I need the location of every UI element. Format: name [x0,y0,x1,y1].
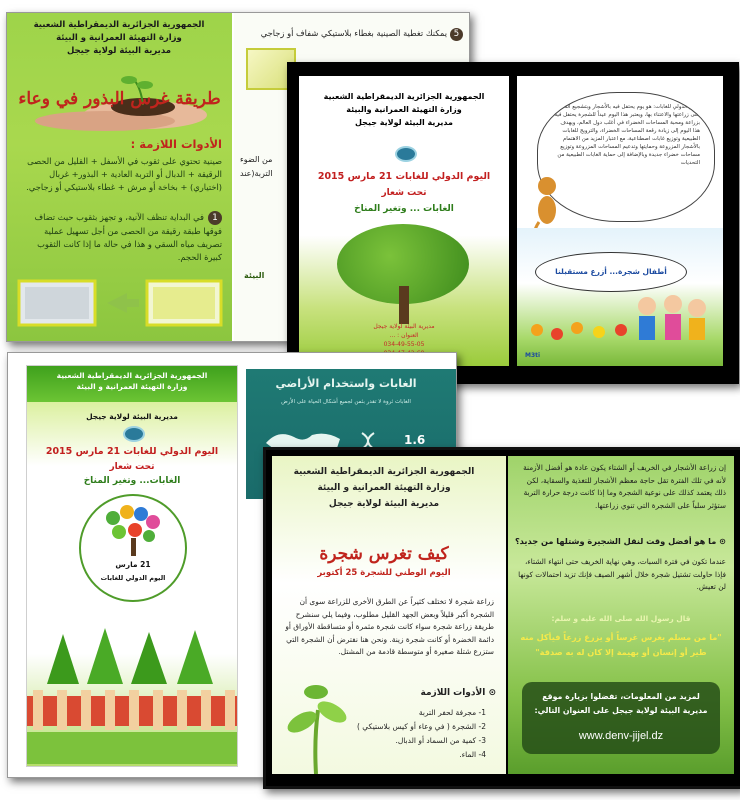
forest-fence-illustration [27,614,237,764]
hearts-tree-emblem [79,494,187,602]
trays-illustration [15,275,225,333]
tools-text: صينية تحتوي على ثقوب في الأسفل + القليل من الحصى الرقيقة + الدبال أو التربة العادية + البذور+ غربال (اختياري) + بخاخة أو مرش + غطاء بلاستيكي أو زجاجي. [26,156,222,192]
ministry-logo-icon [395,146,417,162]
brochure-title: طريقة غرس البذور في وعاء [18,89,221,109]
circle-label: اليوم الدولي للغابات [100,574,166,582]
header-line: الجمهورية الجزائرية الديمقراطية الشعبية [323,92,485,101]
kids-speech-bubble: أطفال شجرة... أزرع مستقبلنا [535,252,687,292]
event-line: اليوم الدولي للغابات 21 مارس 2015 [317,171,491,182]
list-item: 2- الشجرة ( في وعاء أو كيس بلاستيكي ) [357,722,486,731]
list-item: 4- الماء. [459,750,486,759]
more-info-text: لمزيد من المعلومات، تفضلوا بزيارة موقع مديرية البيئة لولاية جيجل على العنوان التالي: [534,692,708,715]
bullet-icon: ⊙ [485,688,496,698]
tools-heading [421,688,496,698]
list-item: 1- مجرفة لحفر التربة [418,708,486,717]
event-line: اليوم الدولي للغابات 21 مارس 2015 [45,446,219,457]
answer: عندما تكون في فترة السبات، وهي نهاية الخريف حتى انتهاء الشتاء، فإذا حاولت تشتيل شجرة خلال أشهر الصيف فإنك تزيد احتمالات كونها لن تعيش. [518,557,726,591]
website-link[interactable]: www.denv-jijel.dz [578,730,664,742]
question-text: ما هو أفضل وقت لنقل الشجيرة وشتلها من جديد؟ [514,536,717,546]
tools-heading: الأدوات اللازمة : [130,137,222,151]
contact-line: 034-49-55-05 [383,341,425,348]
kids-scene [517,228,723,366]
tree-guide-right-panel [508,456,734,774]
header-line: مديرية البيئة لولاية جيجل [355,118,453,127]
header-line: وزارة التهيئة العمرانية و البيئة [56,33,182,43]
tools-list [346,706,486,762]
text-fragment: البيئة [244,271,265,280]
bubble-text: اليوم الدولي للغابات: هو يوم يحتفل فيه بالأشجار وبتشجيع الناس على زراعتها والاعتناء بها، ويعتبر هذا اليوم عيداً للشجرة يحتفل فيه بزراعة ومحبة المساحات الخضراء في أغلب دول العالم، ويهدف هذا اليوم إلى زيادة رقعة المساحات الخضراء، والترويج للغابات الطبيعية وتوزيع غابات اصطناعية، مع اعتبار المزيد من الاهتمام بالأشجار المزروعة وحمايتها وتدعيم المساحات المزروعة وتوزيع مساحات خضراء جديدة وبالإضافة إلى حماية الغابات الطبيعية من التحديات [554,104,700,166]
tree-trunk [399,286,409,324]
header-line: الجمهورية الجزائرية الديمقراطية الشعبية [33,20,205,30]
circle-date: 21 مارس [115,560,151,569]
right-paragraph: إن زراعة الأشجار في الخريف أو الشتاء يكون عادة هو أفضل الأزمنة لأنه في تلك الفترة تقل حاجة معظم الأشجار للتغذية والسقاية، لكن ذلك يعتمد كذلك على نوعية الشجرة وما إذا كانت درجة حرارة التربة ستؤثر سلباً على الشجرة التي تنوي زراعتها. [523,463,726,510]
website-box [522,682,720,754]
forests-cover-panel [299,76,509,366]
ministry-logo-icon [123,426,145,442]
theme-label: تحت شعار [109,462,155,472]
infographic-title: الغابات واستخدام الأراضي [275,377,417,390]
text-fragment: التربة(عند [240,169,273,178]
question [514,536,726,546]
brochure-forests-day [287,62,739,384]
header-line: مديرية البيئة لولاية جيجل [328,499,440,509]
header-line: مديرية البيئة لولاية جيجل [66,46,172,56]
poster-panel [26,365,238,767]
hadith-text: "ما من مسلم يغرس غرساً أو يزرع زرعاً فيأكل منه طير أو إنسان أو بهيمة إلا كان له به صدقة" [520,632,722,657]
header-line: الجمهورية الجزائرية الديمقراطية الشعبية [56,371,208,380]
text-fragment: من الضوء [240,155,273,164]
publisher-logo: M3ti [525,352,541,359]
contact-line: العنوان : ... [389,332,419,339]
brochure-subtitle: اليوم الوطني للشجرة 25 أكتوبر [317,568,451,578]
intro-text: زراعة شجرة لا تختلف كثيراً عن الطرق الأخرى للزراعة سوى أن الشجرة أكبر قليلاً وبعض الجهد القليل مطلوب، وفيما يلي سنشرح طريقة زراعة شجرة سواء كانت شجرة مثمرة أو متساقطة الأوراق أو دائمة الخضرة أو كانت شجرة زينة. ونحن هنا نفترض أن الشجرة التي ستزرع شتلة صغيرة أو متوسطة قادمة من المشتل. [285,597,494,656]
theme: الغابات... وتغير المناخ [83,476,181,486]
kids-illustration [633,290,713,356]
seedling-illustration [280,670,352,774]
flowers-illustration [527,320,637,360]
list-item: 3- كمية من السماد أو الدبال. [395,736,486,745]
tools-heading-text: الأدوات اللازمة [420,688,486,698]
header-line: وزارة التهيئة العمرانية و البيئة [317,483,451,493]
bullet-icon: ⊙ [716,536,726,546]
step-number: 5 [450,28,463,41]
infographic-subtitle: الغابات ثروة لا تقدر بثمن لجميع أشكال الحياة على الأرض [281,399,411,405]
header-line: الجمهورية الجزائرية الديمقراطية الشعبية [293,467,475,477]
tree-guide-left-panel [272,456,506,774]
theme: الغابات ... وتغير المناخ [354,204,454,214]
step-text: يمكنك تغطية الصينية بغطاء بلاستيكي شفاف أو زجاجي [260,28,447,38]
step-text: في البداية تنظف الآنية، و تجهز بثقوب حيث تضاف فوقها طبقة رقيقة من الحصى من أجل تسهيل عملية تصريف مياه السقي و هذا في حالة ما إذا كانت الثقوب كبيرة الحجم. [34,212,222,262]
arrow-left-icon [107,293,139,313]
header-line: وزارة التهيئة العمرانية و البيئة [76,382,188,391]
step-5 [238,27,463,41]
stat-value: 1.6 [404,433,426,447]
theme-label: تحت شعار [381,188,427,198]
step-1 [17,211,222,264]
directorate: مديرية البيئة لولاية جيجل [86,412,178,421]
hadith-intro: قال رسول الله صلى الله عليه و سلم: [551,614,691,623]
step-number: 1 [208,211,222,225]
contact-line: مديرية البيئة لولاية جيجل [373,323,435,330]
brochure-title: كيف تغرس شجرة [319,544,449,564]
forests-inside-panel [517,76,723,366]
brochure-how-to-plant-tree [263,447,740,789]
header-line: وزارة التهيئة العمرانية والبيئة [346,105,462,114]
hearts-tree-icon [101,502,165,556]
